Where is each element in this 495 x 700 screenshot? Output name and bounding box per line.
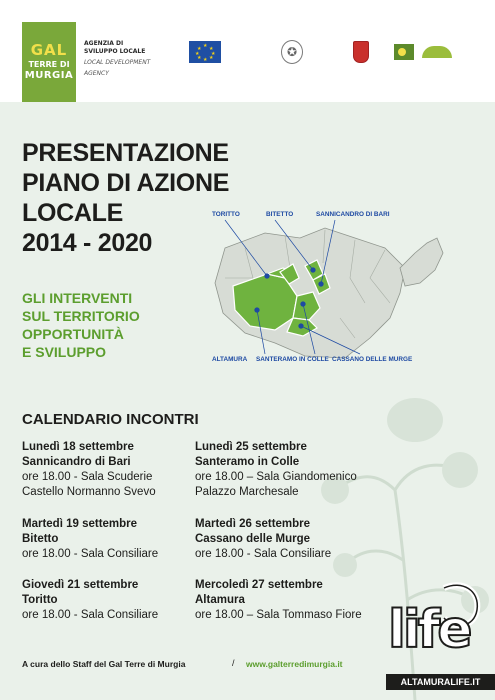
event-detail: ore 18.00 - Sala Consiliare xyxy=(22,548,159,560)
event-detail: ore 18.00 - Sala Consiliare xyxy=(22,609,159,621)
logo-gal-text: GAL xyxy=(30,41,68,59)
agency-text xyxy=(84,40,150,78)
footer-separator: / xyxy=(232,658,235,668)
title-line2: PIANO DI AZIONE xyxy=(22,169,230,197)
event-place: Altamura xyxy=(195,594,245,606)
footer-website-link[interactable]: www.galterredimurgia.it xyxy=(246,659,343,669)
event-date: Mercoledì 27 settembre xyxy=(195,579,323,591)
event-date: Martedì 26 settembre xyxy=(195,518,311,530)
event-place: Sannicandro di Bari xyxy=(22,456,131,468)
event-item xyxy=(195,578,362,623)
event-item xyxy=(22,578,158,623)
map-label-sannicandro: SANNICANDRO DI BARI xyxy=(316,211,390,218)
leader-icon xyxy=(394,44,414,60)
event-place: Cassano delle Murge xyxy=(195,533,311,545)
partner-logos xyxy=(189,38,452,66)
subtitle-line4: E SVILUPPO xyxy=(22,344,107,360)
title-line3: LOCALE xyxy=(22,199,123,227)
event-place: Santeramo in Colle xyxy=(195,456,300,468)
subtitle-line2: SUL TERRITORIO xyxy=(22,308,140,324)
event-detail: Palazzo Marchesale xyxy=(195,486,299,498)
region-puglia-icon xyxy=(353,41,369,63)
map-label-altamura: ALTAMURA xyxy=(212,356,248,363)
logo-terre-text: TERRE DI xyxy=(28,60,70,69)
event-item xyxy=(195,517,331,562)
subtitle-line3: OPPORTUNITÀ xyxy=(22,326,124,342)
title-line4: 2014 - 2020 xyxy=(22,229,153,257)
event-date: Martedì 19 settembre xyxy=(22,518,138,530)
event-item xyxy=(22,440,156,500)
agency-line3: LOCAL DEVELOPMENT xyxy=(84,59,151,66)
event-item xyxy=(195,440,357,500)
calendar-title: CALENDARIO INCONTRI xyxy=(22,411,199,428)
event-date: Giovedì 21 settembre xyxy=(22,579,139,591)
map-label-santeramo: SANTERAMO IN COLLE xyxy=(256,356,329,363)
event-item xyxy=(22,517,158,562)
territory-map xyxy=(205,208,450,363)
map-label-cassano: CASSANO DELLE MURGE xyxy=(332,356,413,363)
watermark-site: ALTAMURALIFE.IT xyxy=(386,674,495,690)
event-place: Toritto xyxy=(22,594,58,606)
republic-emblem-icon: ✪ xyxy=(281,40,303,64)
event-detail: ore 18.00 - Sala Scuderie xyxy=(22,471,153,483)
logo-murgia-text: MURGIA xyxy=(24,70,74,81)
agency-line1: AGENZIA DI xyxy=(84,40,124,47)
watermark-life-word: life xyxy=(388,600,470,660)
event-detail: ore 18.00 – Sala Tommaso Fiore xyxy=(195,609,362,621)
event-detail: ore 18.00 – Sala Giandomenico xyxy=(195,471,357,483)
psr-puglia-icon xyxy=(422,38,452,66)
event-date: Lunedì 18 settembre xyxy=(22,441,134,453)
agency-line4: AGENCY xyxy=(84,70,109,77)
header xyxy=(0,0,495,102)
title-line1: PRESENTAZIONE xyxy=(22,139,229,167)
page-title xyxy=(22,138,229,258)
subtitle xyxy=(22,289,140,361)
event-place: Bitetto xyxy=(22,533,59,545)
gal-logo xyxy=(22,22,76,102)
agency-line2: SVILUPPO LOCALE xyxy=(84,48,146,55)
subtitle-line1: GLI INTERVENTI xyxy=(22,290,133,306)
map-label-toritto: TORITTO xyxy=(212,211,240,218)
event-date: Lunedì 25 settembre xyxy=(195,441,307,453)
eu-flag-icon: ★ ★ ★ ★ ★ ★ ★ ★ xyxy=(189,41,221,63)
event-detail: ore 18.00 - Sala Consiliare xyxy=(195,548,332,560)
map-label-bitetto: BITETTO xyxy=(266,211,294,218)
footer-credit: A cura dello Staff del Gal Terre di Murgia xyxy=(22,659,186,669)
event-detail: Castello Normanno Svevo xyxy=(22,486,156,498)
